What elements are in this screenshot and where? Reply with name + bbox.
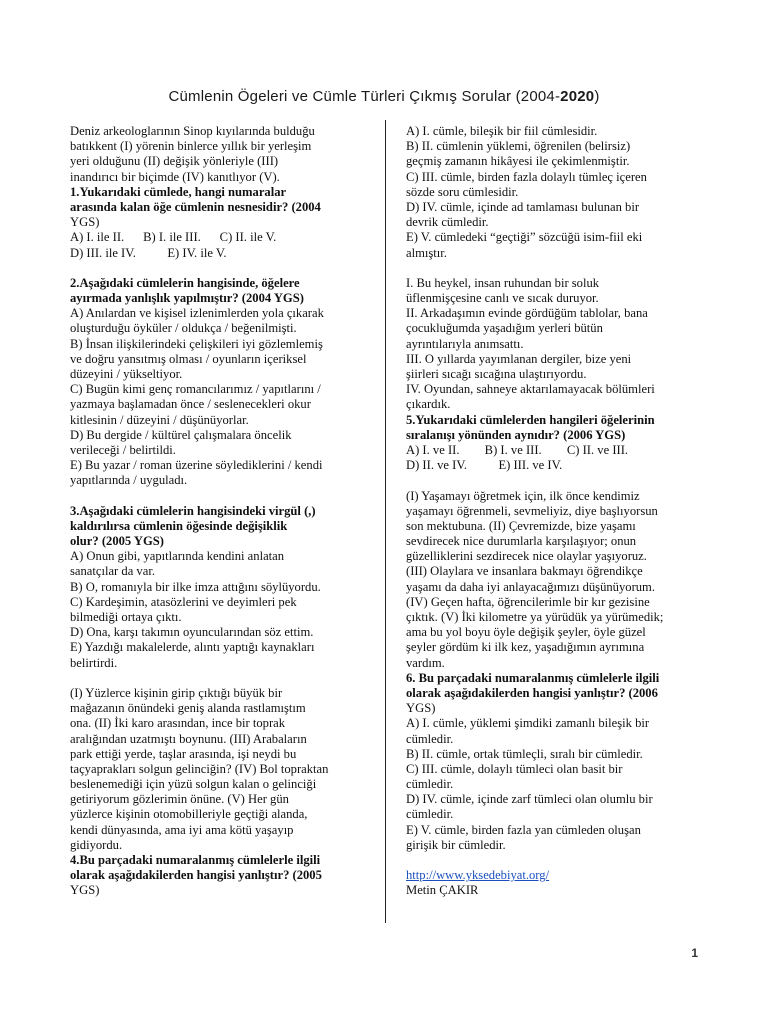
question-1-source: YGS) [70,215,100,230]
text-line: (I) Yaşamayı öğretmek için, ilk önce kendimiz [406,488,640,503]
option-line: almıştır. [406,245,447,260]
question-1-options: A) I. ile II. B) I. ile III. C) II. ile V. [70,230,277,245]
title-text: Cümlenin Ögeleri ve Cümle Türleri Çıkmış Sorular (2004- [168,88,561,105]
text-line: mağazanın önündeki geniş alanda rastlamıştım [70,701,306,716]
text-line: III. O yıllarda yayımlanan dergiler, bize yeni [406,351,632,366]
text-line: yeri olduğunu (II) değişik yönleriyle (III) [70,154,279,169]
option-line: A) I. cümle, bileşik bir fiil cümlesidir. [406,124,598,138]
question-6-stem: 6. Bu parçadaki numaralanmış cümlelerle ilgili [406,670,660,685]
text-line: şiirleri sıcağı sıcağına ulaştırıyordu. [406,367,587,381]
option-line: A) Anılardan ve kişisel izlenimlerden yola çıkarak [70,306,324,321]
option-line: geçmiş zamanın hikâyesi ile çekimlenmiştir. [406,154,630,169]
option-line: A) Onun gibi, yapıtlarında kendini anlatan [70,549,285,564]
option-line: E) Yazdığı makalelerde, alıntı yaptığı kaynakları [70,640,315,655]
text-line: kendi dünyasında, ama iyi ama kötü yaşayıp [70,822,294,837]
text-line: ayrıntılarıyla anımsattı. [406,336,524,351]
question-4-stem: 4.Bu parçadaki numaralanmış cümlelerle ilgili [70,853,321,867]
question-3-stem: 3.Aşağıdaki cümlelerin hangisindeki virgül (,) [70,503,316,518]
option-line: kitlesinin / düzeyini / düşünüyorlar. [70,412,249,427]
option-line: E) V. cümle, birden fazla yan cümleden oluşan [406,822,641,837]
text-line: şeyler gördüm ki ilk kez, yaşadığımın ayrımına [406,640,645,655]
text-line: ona. (II) İki karo arasından, ince bir toprak [70,716,286,731]
question-3-stem: olur? (2005 YGS) [70,534,164,549]
page-title [0,88,768,105]
text-line: çıkardık. [406,397,451,412]
title-year: 2020 [560,88,595,105]
option-line: belirtirdi. [70,655,118,670]
question-1-stem: 1.Yukarıdaki cümlede, hangi numaralar [70,184,287,199]
text-line: getiriyorum gözlerimin önüne. (V) Her gün [70,792,289,807]
text-line: I. Bu heykel, insan ruhundan bir soluk [406,275,600,290]
question-1-stem: arasında kalan öğe cümlenin nesnesidir? (2004 [70,199,321,214]
text-line: taçyaprakları solgun gelinciğin? (IV) Bol topraktan [70,761,329,776]
text-line: park ettiği yerde, taşlar arasında, işi neydi bu [70,746,297,761]
text-line: yaşamayı öğrenmeli, sevmeliyiz, diye başlıyorsun [406,503,658,518]
option-line: cümledir. [406,807,454,822]
text-line: sevdirecek nice durumlarla karşılaşıyor; onun [406,534,637,549]
option-line: düzeyini / yükseltiyor. [70,367,183,381]
text-line: aralığından uzatmıştı boynunu. (III) Arabaların [70,731,307,746]
option-line: C) III. cümle, birden fazla dolaylı tümleç içeren [406,169,647,184]
author-name: Metin ÇAKIR [406,883,479,898]
text-line: (III) Olaylara ve insanlara bakmayı öğrendikçe [406,564,643,579]
option-line: cümledir. [406,777,454,792]
text-line: çocukluğumda yaşadığım yerleri bütün [406,321,603,336]
option-line: E) Bu yazar / roman üzerine söylediklerini / kendi [70,458,323,473]
text-line: üflenmişçesine canlı ve sıcak duruyor. [406,291,599,306]
option-line: sözde soru cümlesidir. [406,184,519,199]
title-close: ) [594,88,600,105]
column-divider [385,120,386,923]
question-1-options: D) III. ile IV. E) IV. ile V. [70,245,227,260]
question-4-source: YGS) [70,883,100,898]
text-line: (IV) Geçen hafta, öğrencilerimle bir kır gezisine [406,594,650,609]
question-3-stem: kaldırılırsa cümlenin öğesinde değişiklik [70,518,288,533]
option-line: yapıtlarında / uyguladı. [70,473,188,488]
option-line: yazmaya başlamadan önce / seslenecekleri okur [70,397,311,412]
option-line: C) III. cümle, dolaylı tümleci olan basit bir [406,761,623,776]
page-number: 1 [691,946,698,960]
question-6-source: YGS) [406,701,436,716]
question-2-stem: ayırmada yanlışlık yapılmıştır? (2004 YGS) [70,291,304,306]
left-column [70,124,380,899]
website-link[interactable]: http://www.yksedebiyat.org/ [406,868,550,883]
question-2-stem: 2.Aşağıdaki cümlelerin hangisinde, öğelere [70,275,300,290]
text-line: gidiyordu. [70,837,123,852]
question-4-stem: olarak aşağıdakilerden hangisi yanlıştır? (2005 [70,868,322,883]
option-line: E) V. cümledeki “geçtiği” sözcüğü isim-fiil eki [406,230,643,245]
question-5-stem: sıralanışı yönünden aynıdır? (2006 YGS) [406,427,626,442]
option-line: sanatçılar da var. [70,564,155,579]
text-line: güzelliklerini sezdirecek nice olaylar yaşıyoruz. [406,549,647,564]
option-line: verileceği / belirtildi. [70,442,176,457]
option-line: B) II. cümlenin yüklemi, öğrenilen (belirsiz) [406,139,631,154]
question-5-options: D) II. ve IV. E) III. ve IV. [406,458,563,473]
option-line: D) Bu dergide / kültürel çalışmalara öncelik [70,427,292,442]
option-line: D) IV. cümle, içinde zarf tümleci olan olumlu bir [406,792,653,807]
option-line: oluşturduğu öyküler / oldukça / beğenilmişti. [70,321,297,336]
text-line: son mektubuna. (II) Çevremizde, bize yaşamı [406,518,636,533]
option-line: B) II. cümle, ortak tümleçli, sıralı bir cümledir. [406,746,643,761]
text-line: inandırıcı bir biçimde (IV) kanıtlıyor (V). [70,169,280,184]
question-5-options: A) I. ve II. B) I. ve III. C) II. ve III. [406,442,629,457]
text-line: (I) Yüzlerce kişinin girip çıktığı büyük bir [70,685,283,700]
option-line: devrik cümledir. [406,215,489,230]
option-line: bilmediği ortaya çıktı. [70,610,182,624]
text-line: yaşamı da daha iyi anlayacağımızı düşünüyorum. [406,579,656,594]
option-line: D) Ona, karşı takımın oyuncularından söz ettim. [70,625,314,640]
option-line: cümledir. [406,731,454,746]
option-line: B) İnsan ilişkilerindeki çelişkileri iyi gözlemlemiş [70,336,323,351]
option-line: B) O, romanıyla bir ilke imza attığını söylüyordu. [70,579,321,594]
option-line: D) IV. cümle, içinde ad tamlaması bulunan bir [406,199,640,214]
text-line: IV. Oyundan, sahneye aktarılamayacak bölümleri [406,382,655,397]
text-line: ama bu yol boyu öyle değişik şeyler, öyle güzel [406,625,646,640]
option-line: C) Bugün kimi genç romancılarımız / yapıtlarını / [70,382,321,397]
text-line: Deniz arkeologlarının Sinop kıyılarında bulduğu [70,124,315,138]
option-line: girişik bir cümledir. [406,837,506,852]
option-line: A) I. cümle, yüklemi şimdiki zamanlı bileşik bir [406,716,650,731]
text-line: II. Arkadaşımın evinde gördüğüm tablolar, bana [406,306,648,321]
question-6-stem: olarak aşağıdakilerden hangisi yanlıştır? (2006 [406,685,658,700]
right-column [406,124,706,899]
text-line: beslenemediği için yüzü solgun kalan o gelinciği [70,777,317,792]
question-5-stem: 5.Yukarıdaki cümlelerden hangileri öğelerinin [406,412,655,427]
text-line: batıkkent (I) yörenin binlerce yıllık bir yerleşim [70,139,312,154]
option-line: ve doğru yansıtmış olması / oyunların içeriksel [70,351,307,366]
option-line: C) Kardeşimin, atasözlerini ve deyimleri pek [70,594,297,609]
text-line: çıktık. (V) İki kilometre ya yürüdük ya yürümedik; [406,610,664,624]
text-line: vardım. [406,655,445,670]
text-line: yüzlerce kişinin otomobilleriyle geçtiği alanda, [70,807,308,822]
